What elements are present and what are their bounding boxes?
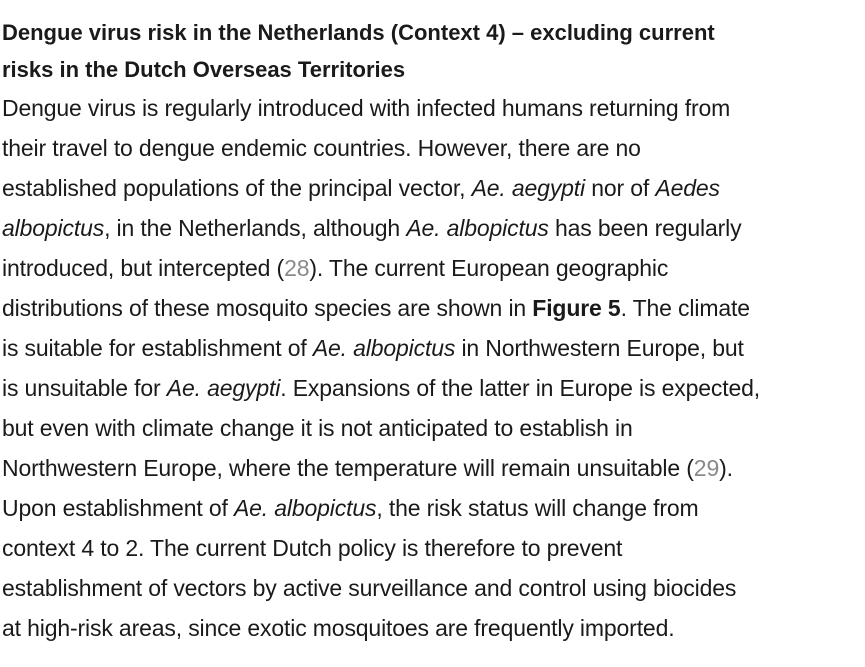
text-line-12 <box>2 528 863 568</box>
text-span: at high-risk areas, since exotic mosquitoes are frequently imported. <box>2 615 675 641</box>
text-span: ). <box>719 455 733 481</box>
text-line-11 <box>2 488 863 528</box>
text-span: is unsuitable for <box>2 375 167 401</box>
text-span: introduced, but intercepted ( <box>2 255 285 281</box>
body-paragraph <box>2 88 863 648</box>
text-span: is suitable for establishment of <box>2 335 313 361</box>
text-span: their travel to dengue endemic countries. However, there are no <box>2 135 641 161</box>
citation-link-29[interactable]: 29 <box>693 455 720 481</box>
section-heading <box>2 14 863 88</box>
text-line-4 <box>2 208 863 248</box>
text-span: Upon establishment of <box>2 495 234 521</box>
document-page <box>2 14 863 648</box>
section-heading-line-2: risks in the Dutch Overseas Territories <box>2 57 406 82</box>
text-span: Dengue virus is regularly introduced with infected humans returning from <box>2 95 731 121</box>
text-span: establishment of vectors by active surveillance and control using biocides <box>2 575 737 601</box>
text-line-2 <box>2 128 863 168</box>
text-span: context 4 to 2. The current Dutch policy is therefore to prevent <box>2 535 623 561</box>
text-line-6 <box>2 288 863 328</box>
species-name: Aedes <box>655 175 720 201</box>
text-span: . The climate <box>620 295 750 321</box>
text-line-9 <box>2 408 863 448</box>
text-span: has been regularly <box>548 215 742 241</box>
text-line-5 <box>2 248 863 288</box>
text-span: , in the Netherlands, although <box>104 215 407 241</box>
citation-link-28[interactable]: 28 <box>284 255 310 281</box>
text-line-7 <box>2 328 863 368</box>
species-name: albopictus <box>2 215 105 241</box>
text-line-10 <box>2 448 863 488</box>
species-name: Ae. albopictus <box>233 495 377 521</box>
text-line-13 <box>2 568 863 608</box>
text-span: established populations of the principal vector, <box>2 175 472 201</box>
text-span: nor of <box>585 175 656 201</box>
species-name: Ae. aegypti <box>471 175 586 201</box>
text-span: , the risk status will change from <box>376 495 699 521</box>
text-line-1 <box>2 88 863 128</box>
species-name: Ae. aegypti <box>166 375 281 401</box>
text-span: . Expansions of the latter in Europe is expected, <box>280 375 760 401</box>
species-name: Ae. albopictus <box>312 335 456 361</box>
text-line-8 <box>2 368 863 408</box>
section-heading-line-1: Dengue virus risk in the Netherlands (Context 4) – excluding current <box>2 20 715 45</box>
text-span: in Northwestern Europe, but <box>455 335 744 361</box>
figure-link[interactable]: Figure 5 <box>532 295 621 321</box>
text-span: but even with climate change it is not anticipated to establish in <box>2 415 633 441</box>
species-name: Ae. albopictus <box>406 215 549 241</box>
text-span: Northwestern Europe, where the temperature will remain unsuitable ( <box>2 455 694 481</box>
text-line-14 <box>2 608 863 648</box>
text-line-3 <box>2 168 863 208</box>
text-span: distributions of these mosquito species are shown in <box>2 295 533 321</box>
text-span: ). The current European geographic <box>309 255 669 281</box>
